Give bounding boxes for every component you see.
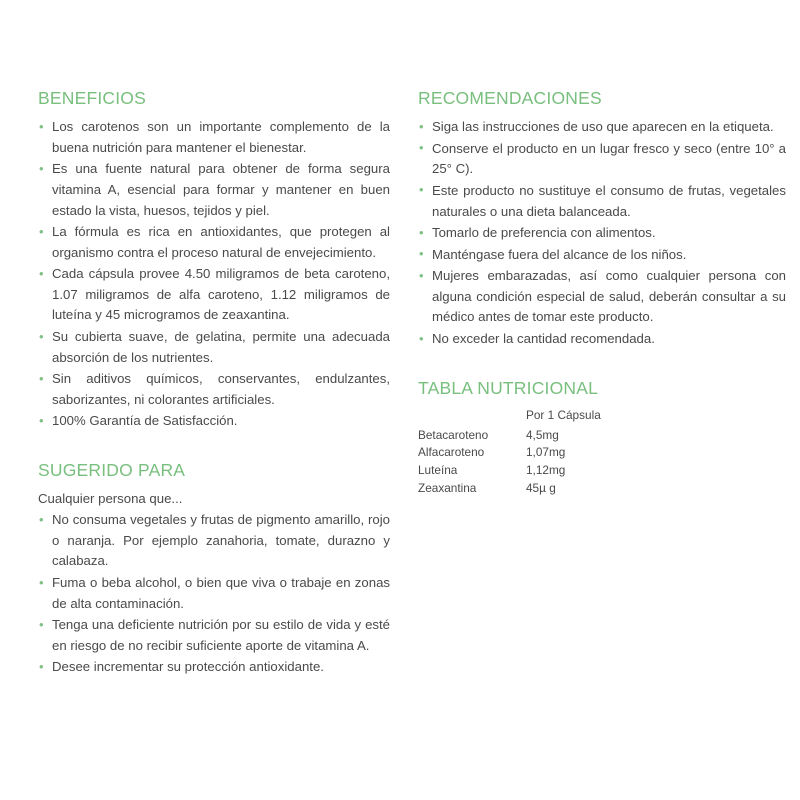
table-row <box>418 462 636 480</box>
nutrient-name: Betacaroteno <box>418 427 489 442</box>
list-item: • La fórmula es rica en antioxidantes, que protegen al organismo contra el proceso natural de envejecimiento. <box>38 222 390 263</box>
table-row <box>418 427 636 445</box>
list-item: • Fuma o beba alcohol, o bien que viva o trabaje en zonas de alta contaminación. <box>38 573 390 614</box>
recomendaciones-heading: RECOMENDACIONES <box>418 88 602 108</box>
list-item: • No exceder la cantidad recomendada. <box>418 329 786 350</box>
list-item: • Su cubierta suave, de gelatina, permite una adecuada absorción de los nutrientes. <box>38 327 390 368</box>
list-item: • Es una fuente natural para obtener de forma segura vitamina A, esencial para formar y mantener en buen estado la vista, huesos, tejidos y piel. <box>38 159 390 221</box>
recomendaciones-list <box>418 117 786 350</box>
nutrient-amount: 4,5mg <box>526 427 559 442</box>
list-item: • Conserve el producto en un lugar fresco y seco (entre 10° a 25° C). <box>418 139 786 180</box>
table-row <box>418 480 636 498</box>
section-beneficios <box>38 88 390 432</box>
column-header-per-capsule: Por 1 Cápsula <box>526 407 601 422</box>
two-column-layout <box>38 88 786 679</box>
section-recomendaciones <box>418 88 786 350</box>
list-item: • Tenga una deficiente nutrición por su estilo de vida y esté en riesgo de no recibir suficiente aporte de vitamina A. <box>38 615 390 656</box>
beneficios-heading: BENEFICIOS <box>38 88 146 108</box>
sugerido-para-list <box>38 510 390 678</box>
nutrient-amount: 1,07mg <box>526 445 566 460</box>
left-column <box>38 88 390 679</box>
nutrient-name: Zeaxantina <box>418 480 477 495</box>
list-item: • Este producto no sustituye el consumo de frutas, vegetales naturales o una dieta balanceada. <box>418 181 786 222</box>
list-item: • Los carotenos son un importante complemento de la buena nutrición para mantener el bienestar. <box>38 117 390 158</box>
list-item: • Tomarlo de preferencia con alimentos. <box>418 223 786 244</box>
sugerido-para-intro: Cualquier persona que... <box>38 491 183 507</box>
nutrition-table-head <box>418 407 636 427</box>
list-item: • Desee incrementar su protección antioxidante. <box>38 657 390 678</box>
beneficios-list <box>38 117 390 432</box>
nutrition-table-body <box>418 427 636 498</box>
list-item: • Mujeres embarazadas, así como cualquier persona con alguna condición especial de salud, deberán consultar a su médico antes de tomar este producto. <box>418 266 786 328</box>
list-item: • Siga las instrucciones de uso que aparecen en la etiqueta. <box>418 117 786 138</box>
table-header-row <box>418 407 636 427</box>
nutrient-amount: 1,12mg <box>526 463 566 478</box>
column-header-nutrient <box>418 407 526 427</box>
list-item: • Sin aditivos químicos, conservantes, endulzantes, saborizantes, ni colorantes artificiales. <box>38 369 390 410</box>
section-tabla-nutricional <box>418 378 786 498</box>
list-item: • 100% Garantía de Satisfacción. <box>38 411 390 432</box>
list-item: • Manténgase fuera del alcance de los niños. <box>418 245 786 266</box>
section-sugerido-para <box>38 460 390 678</box>
nutrient-name: Alfacaroteno <box>418 445 485 460</box>
list-item: • No consuma vegetales y frutas de pigmento amarillo, rojo o naranja. Por ejemplo zanahoria, tomate, durazno y calabaza. <box>38 510 390 572</box>
nutrient-amount: 45µ g <box>526 480 556 495</box>
list-item: • Cada cápsula provee 4.50 miligramos de beta caroteno, 1.07 miligramos de alfa caroteno, 1.12 miligramos de luteína y 45 microgramos de zeaxantina. <box>38 264 390 326</box>
sugerido-para-heading: SUGERIDO PARA <box>38 460 186 481</box>
nutrition-table <box>418 407 636 498</box>
tabla-nutricional-heading: TABLA NUTRICIONAL <box>418 377 599 398</box>
nutrient-name: Luteína <box>418 463 458 478</box>
table-row <box>418 444 636 462</box>
right-column <box>418 88 786 498</box>
